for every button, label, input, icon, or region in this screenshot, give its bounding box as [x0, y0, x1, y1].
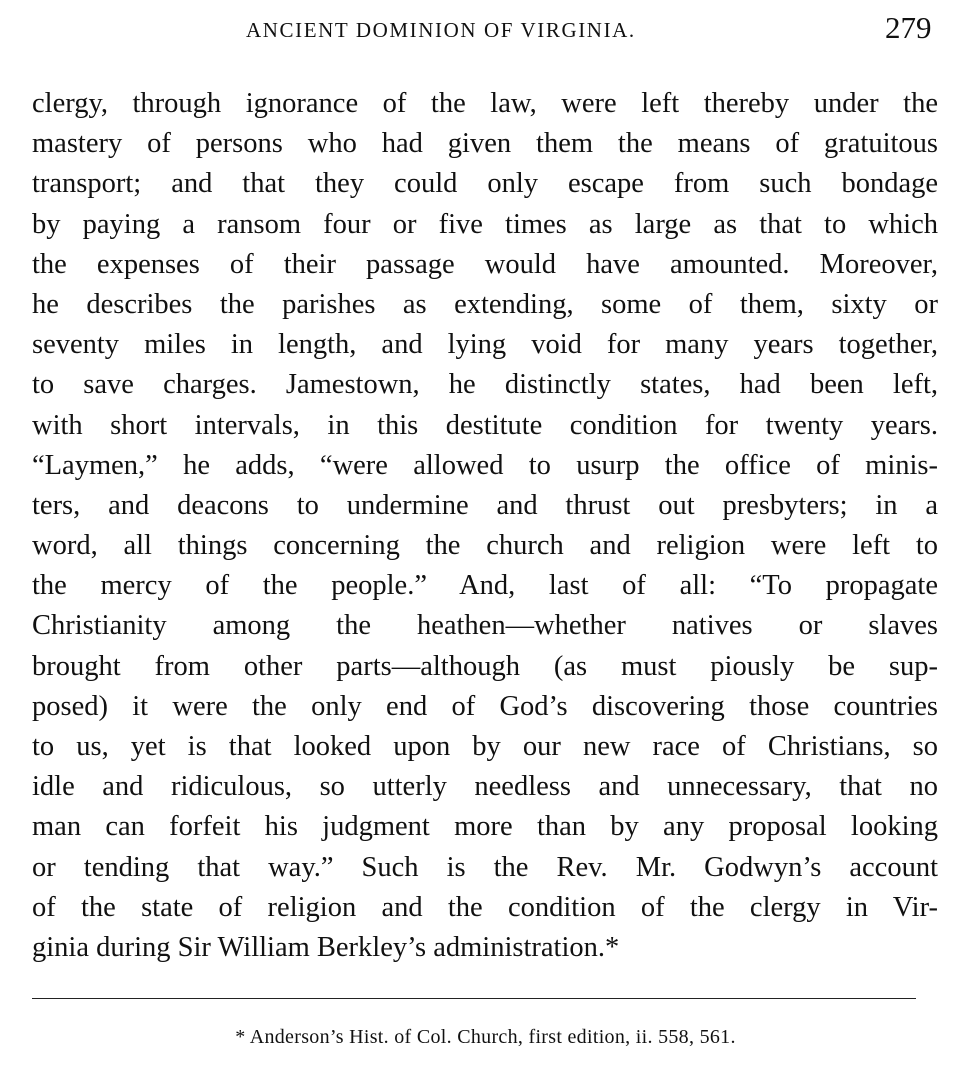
text-line: Christianity among the heathen—whether natives or slaves — [32, 610, 938, 642]
text-line: seventy miles in length, and lying void for many years together, — [32, 329, 938, 361]
text-line: brought from other parts—although (as must piously be sup- — [32, 650, 938, 682]
text-line: man can forfeit his judgment more than by any proposal looking — [32, 811, 938, 843]
text-line: ters, and deacons to undermine and thrust out presbyters; in a — [32, 489, 938, 521]
text-line: posed) it were the only end of God’s discovering those countries — [32, 690, 938, 722]
text-line: clergy, through ignorance of the law, were left thereby under the — [32, 88, 938, 119]
text-line: idle and ridiculous, so utterly needless and unnecessary, that no — [32, 771, 938, 803]
running-title: ANCIENT DOMINION OF VIRGINIA. — [246, 18, 636, 42]
text-line: word, all things concerning the church and religion were left to — [32, 530, 938, 562]
text-line: by paying a ransom four or five times as large as that to which — [32, 208, 938, 240]
footnote-divider — [32, 998, 916, 999]
text-line: he describes the parishes as extending, some of them, sixty or — [32, 288, 938, 320]
text-line-last: ginia during Sir William Berkley’s administration.* — [32, 931, 620, 963]
page-number: 279 — [885, 10, 932, 45]
text-line: of the state of religion and the condition of the clergy in Vir- — [32, 891, 938, 923]
text-line: to us, yet is that looked upon by our new race of Christians, so — [32, 731, 938, 762]
text-line: the mercy of the people.” And, last of all: “To propagate — [32, 570, 938, 602]
footnote: * Anderson’s Hist. of Col. Church, first edition, ii. 558, 561. — [235, 1026, 736, 1048]
text-line: “Laymen,” he adds, “were allowed to usurp the office of minis- — [32, 449, 938, 481]
text-line: mastery of persons who had given them the means of gratuitous — [32, 128, 938, 160]
text-line: with short intervals, in this destitute condition for twenty years. — [32, 409, 938, 441]
text-line: to save charges. Jamestown, he distinctly states, had been left, — [32, 369, 938, 401]
text-line: transport; and that they could only escape from such bondage — [32, 168, 938, 200]
text-line: the expenses of their passage would have amounted. Moreover, — [32, 248, 938, 280]
body-text — [32, 84, 938, 968]
text-line: or tending that way.” Such is the Rev. Mr. Godwyn’s account — [32, 851, 938, 883]
